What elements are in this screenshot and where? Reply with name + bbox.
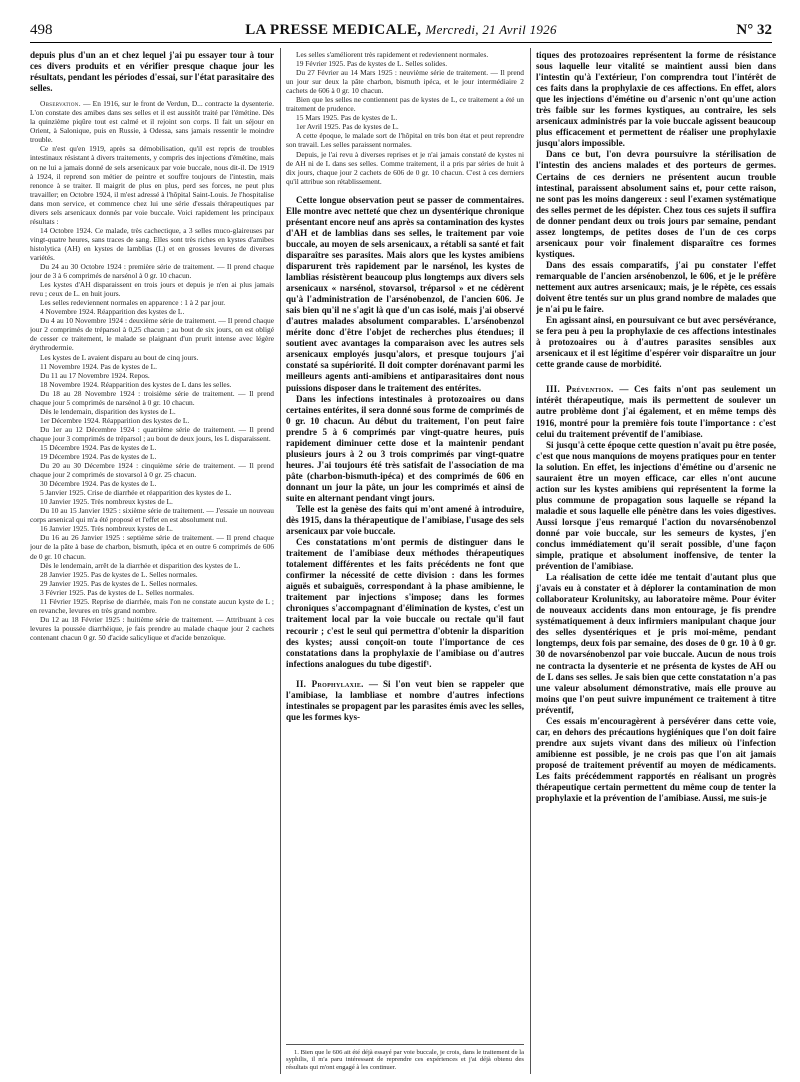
column-2 — [286, 50, 524, 1074]
observation-paragraph: 11 Février 1925. Reprise de diarrhée, mais l'on ne constate aucun kyste de L ; en revanche, levures en très grand nombre. — [30, 596, 274, 615]
page-header — [30, 22, 772, 40]
body-paragraph: Dans ce but, l'on devra poursuivre la stérilisation de l'intestin des anciens malades et des porteurs de germes. Certains de ces derniers ne présentent aucun trouble intestinal, paraissent absolument sains et, pour cette raison, ne sont pas les moins dangereux : seul l'examen systématique des selles permet de les dépister. Chez tous ces sujets il suffira de donner pendant deux ou trois jours par semaine, pendant assez longtemps, de petites doses de l'un de ces corps arsenicaux pour voir finalement disparaître ces formes kystiques. — [536, 149, 776, 259]
observation-paragraph: Depuis, je l'ai revu à diverses reprises et je n'ai jamais constaté de kystes ni de AH ni de L dans ses selles. Comme traitement, il a pris par séries de huit à dix jours, chaque jour 2 cachets de 606 de 0 gr. 10 chacun. C'est à ces derniers qu'il attribue son rétablissement. — [286, 149, 524, 186]
commentary-block — [286, 195, 524, 723]
observation-paragraph: Ce n'est qu'en 1919, après sa démobilisation, qu'il est repris de troubles intestinaux résistant à divers traitements, y compris des injections d'émétine, mais on ne lui a jamais donné de sels arsenicaux par voie buccale, nous dit-il. De 1919 à 1924, il reprend son métier de peintre et souffre toujours de l'intestin, mais renonce à se traiter. Il maigrit de plus en plus, perd ses forces, ne peut plus travailler; en Octobre 1924, il m'est adressé à l'hôpital Saint-Louis. Je l'hospitalise dans mon service, et commence chez lui une série d'essais thérapeutiques par divers sels arsenicaux donnés par voie buccale. Voici rapidement les principaux résultats : — [30, 144, 274, 226]
column-1 — [30, 50, 274, 1074]
body-paragraph: Dans des essais comparatifs, j'ai pu constater l'effet remarquable de l'ancien arsénobenzol, le 606, et je le préfère nettement aux autres arsenicaux; mais, je le répète, ces essais doivent être tentés sur un plus grand nombre de malades que je n'ai pu le faire. — [536, 259, 776, 315]
observation-paragraph: Du 24 au 30 Octobre 1924 : première série de traitement. — Il prend chaque jour de 3 à 6 comprimés de narsénol à 0 gr. 10 chacun. — [30, 262, 274, 281]
spacer — [536, 370, 776, 384]
body-paragraph: Ces essais m'encouragèrent à persévérer dans cette voie, car, en dehors des précautions hygiéniques que l'on doit faire prendre aux sujets vivant dans des milieux où l'infection amibienne est possible, je ne crois pas que l'on ait jamais proposé de traitement préventif au moyen de médicaments. Les faits précédemment rapportés en réalisant un progrès thérapeutique certain permettent du même coup de tenter la prophylaxie et la prévention de l'amibiase. Aussi, me suis-je — [536, 715, 776, 804]
journal-title — [30, 22, 772, 39]
observation-paragraph: Du 20 au 30 Décembre 1924 : cinquième série de traitement. — Il prend chaque jour 2 comprimés de stovarsol à 0 gr. 25 chacun. — [30, 461, 274, 480]
observation-paragraph: 15 Mars 1925. Pas de kystes de L. — [296, 113, 398, 123]
issue-date: Mercredi, 21 Avril 1926 — [425, 22, 557, 37]
body-paragraph: Si jusqu'à cette époque cette question n'avait pu être posée, c'est que nous manquions de moyens pratiques pour en tenter la solution. En effet, les injections d'émétine ou d'arsenic ne sauraient être un moyen efficace, car elles n'ont aucune action sur les kystes amibiens qui représentent la forme la plus commune de propagation sous laquelle se répand la maladie et sous laquelle elle pénètre dans les voies digestives. Aussi lorsque j'eus remarqué l'action du novarsénobenzol donné par voie buccale, sur les semeurs de kystes, j'en conclus immédiatement qu'il serait possible, d'une façon simple, pratique et absolument inoffensive, de tenter la prévention de l'amibiase. — [536, 439, 776, 572]
observation-paragraph: 5 Janvier 1925. Crise de diarrhée et réapparition des kystes de L. — [40, 488, 232, 498]
observation-paragraph: Du 11 au 17 Novembre 1924. Repos. — [40, 370, 150, 380]
page-number: 498 — [30, 22, 53, 38]
body-paragraph: Cette longue observation peut se passer de commentaires. Elle montre avec netteté que chez un dysentérique chronique présentant encore neuf ans après sa contamination des kystes d'AH et de lamblias dans ses selles, le traitement par voie buccale, au moyen de sels arsenicaux, a rétabli sa santé et fait disparaître ses parasites. Mais alors que les kystes amibiens disparurent très rapidement par le narsénol, les kystes de lamblias résistèrent beaucoup plus longtemps aux divers sels arsenicaux « narsénol, stovarsol, tréparsol » et ne cédèrent qu'à l'administration de l'arsénobenzol, de l'ancien 606. Je sais bien qu'il ne s'agit là que d'un cas isolé, mais j'ai observé d'autres malades absolument comparables. L'arsénobenzol mérite donc d'être l'objet de recherches plus étendues; il soutient avec avantages la comparaison avec les autres sels arsenicaux employés jusqu'alors, et presque toujours j'ai constaté sa supériorité. Il doit compter dorénavant parmi les meilleurs agents anti-amibiens et antiparasitaires dont nous puissions disposer dans le traitement des entérites. — [286, 194, 524, 393]
observation-paragraph: Dès le lendemain, arrêt de la diarrhée et disparition des kystes de L. — [40, 560, 241, 570]
footnote — [286, 1044, 524, 1072]
observation-paragraph: Les kystes de L avaient disparu au bout de cinq jours. — [40, 352, 199, 362]
observation-paragraph: 3 Février 1925. Pas de kystes de L. Selles normales. — [40, 587, 194, 597]
observation-paragraph: Les kystes d'AH disparaissent en trois jours et depuis je n'en ai plus jamais revu ; ceux de L. en huit jours. — [30, 280, 274, 299]
body-paragraph: La réalisation de cette idée me tentait d'autant plus que j'avais eu à constater et à déplorer la contamination de mon collaborateur Krolunitsky, au laboratoire même. Pour éviter de nouveaux accidents dans mon entourage, je fis prendre systématiquement à deux infirmiers manipulant chaque jour des selles dysentériques et je pris moi-même, pendant longtemps, deux fois par semaine, des doses de 0 gr. 10 à 0 gr. 30 de novarsénobenzol par voie buccale. Aucun de nous trois ne contracta la dysenterie et ne présenta de kystes de AH ou de L dans ses selles. Je sais bien que cette constatation n'a pas une valeur absolument démonstrative, mais elle prouve au moins que l'on peut suivre impunément ce traitement à titre préventif, — [536, 572, 776, 715]
section-heading-prophylaxie: II. Prophylaxie. — [296, 678, 364, 689]
observation-paragraph: 11 Novembre 1924. Pas de kystes de L. — [40, 361, 157, 371]
header-rule — [30, 42, 772, 43]
observation-paragraph: 1er Décembre 1924. Réapparition des kystes de L. — [40, 415, 190, 425]
observation-paragraph: 29 Janvier 1925. Pas de kystes de L. Selles normales. — [40, 578, 198, 588]
body-paragraph: Ces constatations m'ont permis de distinguer dans le traitement de l'amibiase deux méthodes thérapeutiques totalement différentes et les faits précédents ne font que confirmer la nécessité de cette division : dans les formes aiguës et subaiguës, correspondant à la phase amibienne, le traitement par injections s'impose; dans les formes chroniques s'accompagnant d'élimination de kystes, c'est un traitement local par la voie buccale ou rectale qu'il faut recourir ; c'est le seul qui permettra d'obtenir la disparition des kystes; aussi conçoit-on toute l'importance de ces constatations dans la prophylaxie de l'amibiase ou d'autres infections analogues du tube digestif¹. — [286, 537, 524, 669]
observation-paragraph: 28 Janvier 1925. Pas de kystes de L. Selles normales. — [40, 569, 198, 579]
observation-paragraph: 15 Décembre 1924. Pas de kystes de L. — [40, 442, 157, 452]
observation-paragraph: A cette époque, le malade sort de l'hôpital en très bon état et peut reprendre son travail. Les selles paraissent normales. — [286, 131, 524, 150]
observation-paragraph: Du 27 Février au 14 Mars 1925 : neuvième série de traitement. — Il prend un jour sur deux la pâte charbon, bismuth ipéca, et le jour intermédiaire 2 cachets de 606 à 0 gr. 10 chacun. — [286, 68, 524, 96]
observation-paragraph — [30, 99, 274, 144]
observation-paragraph: 4 Novembre 1924. Réapparition des kystes de L. — [40, 307, 185, 317]
observation-paragraph: Les selles redeviennent normales en apparence : 1 à 2 par jour. — [40, 298, 226, 308]
lead-paragraph: depuis plus d'un an et chez lequel j'ai pu essayer tour à tour ces divers produits et en vérifier presque chaque jour les résultats, pendant les périodes d'essai, sur l'état parasitaire des selles. — [30, 50, 274, 94]
body-paragraph: Telle est la genèse des faits qui m'ont amené à introduire, dès 1915, dans la thérapeutique de l'amibiase, l'usage des sels arsenicaux par voie buccale. — [286, 504, 524, 537]
body-paragraph: tiques des protozoaires représentent la forme de résistance sous laquelle leur vitalité se maintient aussi bien dans l'intestin qu'à l'extérieur, l'on comprendra tout l'intérêt de ces faits dans la prophylaxie de ces affections. En effet, alors que les injections d'émétine ou d'arsenic n'ont qu'une action très faible sur les formes kystiques, au contraire, les sels arsenicaux administrés par la voie buccale agissent beaucoup plus efficacement et permettent de réaliser une prophylaxie jusqu'alors impossible. — [536, 50, 776, 149]
issue-number: N° 32 — [736, 22, 772, 38]
observation-paragraph: 19 Février 1925. Pas de kystes de L. Selles solides. — [296, 59, 448, 69]
observation-paragraph: Du 10 au 15 Janvier 1925 : sixième série de traitement. — J'essaie un nouveau corps arsenical qui m'a été proposé et l'effet en est absolument nul. — [30, 506, 274, 525]
observation-paragraph: Du 4 au 10 Novembre 1924 : deuxième série de traitement. — Il prend chaque jour 2 comprimés de tréparsol à 0,25 chacun ; au bout de six jours, on est obligé de cesser ce traitement, le malade se plaignant d'un prurit intense avec légère érythrodermie. — [30, 316, 274, 353]
journal-name: LA PRESSE MEDICALE, — [245, 22, 422, 38]
observation-paragraph: 18 Novembre 1924. Réapparition des kystes de L dans les selles. — [40, 379, 232, 389]
spacer — [286, 186, 524, 195]
observation-paragraph: 10 Janvier 1925. Très nombreux kystes de L. — [40, 497, 173, 507]
column-divider — [280, 48, 281, 1074]
observation-paragraph: Dès le lendemain, disparition des kystes de L. — [40, 406, 176, 416]
observation-paragraph: Du 12 au 18 Février 1925 : huitième série de traitement. — Attribuant à ces levures la poussée diarrhéique, je fais prendre au malade chaque jour 2 cachets contenant chacun 0 gr. 50 d'acide salicylique et d'acide benzoïque. — [30, 614, 274, 642]
prophylaxie-continued — [536, 50, 776, 804]
observation-paragraph: 19 Décembre 1924. Pas de kystes de L. — [40, 452, 157, 462]
section-heading-prevention: III. Prévention. — [546, 384, 614, 395]
spacer — [286, 670, 524, 679]
column-3 — [536, 50, 776, 1074]
observation-paragraph: 1er Avril 1925. Pas de kystes de L. — [296, 122, 399, 132]
observation-block — [30, 99, 274, 642]
body-paragraph: En agissant ainsi, en poursuivant ce but avec persévérance, se fera peu à peu la prophylaxie de ces affections intestinales à protozoaires ou à d'autres parasites sensibles aux arsenicaux et il est légitime d'espérer voir disparaître un jour cette grande cause de morbidité. — [536, 315, 776, 370]
observation-paragraph: Bien que les selles ne contiennent pas de kystes de L, ce traitement a été un traitement de prudence. — [286, 95, 524, 114]
column-divider — [530, 48, 531, 1074]
observation-paragraph: 30 Décembre 1924. Pas de kystes de L. — [40, 479, 157, 489]
section-paragraph — [536, 384, 776, 439]
body-paragraph: Dans les infections intestinales à protozoaires ou dans certaines entérites, il sera donné sous forme de comprimés de 0 gr. 10 chacun. Au début du traitement, l'on peut faire prendre 5 à 6 comprimés par vingt-quatre heures, puis rapidement diminuer cette dose et la maintenir pendant plusieurs jours à 2 ou 3 trois comprimés par vingt-quatre heures. J'ai toujours été très satisfait de l'association de ma pâte (charbon-bismuth-ipéca) et des comprimés de 606 en donnant un jour la pâte, un jour les comprimés et ainsi de suite en alternant pendant vingt jours. — [286, 393, 524, 503]
observation-continued — [286, 50, 524, 186]
observation-paragraph: 14 Octobre 1924. Ce malade, très cachectique, a 3 selles muco-glaireuses par vingt-quatre heures, sans traces de sang. Elles sont très riches en kystes d'amibes histolytica (AH) en kystes de lamblias (L) et en grosses levures de diverses variétés. — [30, 225, 274, 262]
observation-label: Observation. — [40, 99, 81, 109]
observation-paragraph: Du 16 au 26 Janvier 1925 : septième série de traitement. — Il prend chaque jour de la pâte à base de charbon, bismuth, ipéca et en outre 6 comprimés de 606 de 0 gr. 10 chacun. — [30, 533, 274, 561]
observation-paragraph: Les selles s'améliorent très rapidement et redeviennent normales. — [296, 50, 489, 59]
section-text: — Si l'on veut bien se rappeler que l'amibiase, la lambliase et nombre d'autres infections intestinales se propagent par les parasites émis avec les selles, que les formes kys- — [286, 678, 524, 722]
section-text: — Ces faits n'ont pas seulement un intérêt thérapeutique, mais ils permettent de soulever un autre problème dont j'ai également, et en même temps dès 1916, montré pour la première fois toute l'importance : c'est celui du traitement préventif de l'amibiase. — [536, 384, 776, 439]
section-paragraph — [286, 679, 524, 723]
observation-text: — En 1916, sur le front de Verdun, D... contracte la dysenterie. L'on constate des amibes dans ses selles et il est aussitôt traité par l'émétine. Dès la quinzième piqûre tout est calmé et il rejoint son corps. Il fait un séjour en Orient, à Salonique, puis en Russie, à Odessa, sans jamais ressentir le moindre trouble. — [30, 99, 274, 145]
observation-paragraph: Du 1er au 12 Décembre 1924 : quatrième série de traitement. — Il prend chaque jour 3 comprimés de tréparsol ; au bout de deux jours, les L disparaissent. — [30, 424, 274, 443]
observation-paragraph: 16 Janvier 1925. Très nombreux kystes de L. — [40, 524, 173, 534]
observation-paragraph: Du 18 au 28 Novembre 1924 : troisième série de traitement. — Il prend chaque jour 5 comprimés de narsénol à 0 gr. 10 chacun. — [30, 388, 274, 407]
footnote-text: 1. Bien que le 606 ait été déjà essayé par voie buccale, je crois, dans le traitement de la syphilis, il m'a paru intéressant de reprendre ces expériences et j'ai déjà obtenu des résultats qui m'ont engagé à les continuer. — [286, 1048, 524, 1072]
